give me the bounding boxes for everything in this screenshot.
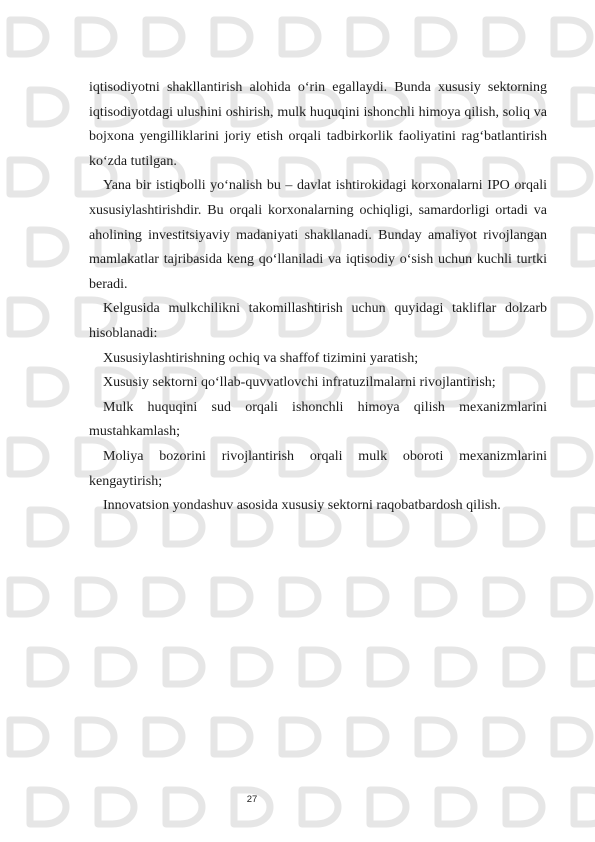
- list-item-4: Moliya bozorini rivojlantirish orqali mulk oboroti mexanizmlarini kengaytirish;: [89, 448, 547, 489]
- watermark-glyph: [282, 720, 318, 754]
- list-item-3: Mulk huquqini sud orqali ishonchli himoya qilish mexanizmlarini mustahkamlash;: [89, 399, 547, 440]
- watermark-glyph: [418, 580, 454, 614]
- watermark-glyph: [146, 720, 182, 754]
- watermark-glyph: [10, 720, 46, 754]
- watermark-glyph: [554, 440, 590, 474]
- watermark-glyph: [98, 650, 134, 684]
- watermark-glyph: [10, 160, 46, 194]
- watermark-glyph: [506, 790, 542, 824]
- watermark-glyph: [78, 580, 114, 614]
- list-item-2: Xususiy sektorni qo‘llab-quvvatlovchi infratuzilmalarni rivojlantirish;: [103, 375, 496, 391]
- watermark-glyph: [10, 580, 46, 614]
- watermark-glyph: [554, 160, 590, 194]
- watermark-glyph: [214, 580, 250, 614]
- watermark-glyph: [350, 580, 386, 614]
- watermark-glyph: [30, 230, 66, 264]
- watermark-glyph: [10, 300, 46, 334]
- watermark-glyph: [574, 90, 595, 124]
- list-item-5: Innovatsion yondashuv asosida xususiy sektorni raqobatbardosh qilish.: [103, 498, 501, 514]
- watermark-glyph: [418, 720, 454, 754]
- watermark-glyph: [282, 580, 318, 614]
- watermark-glyph: [350, 20, 386, 54]
- watermark-glyph: [438, 650, 474, 684]
- watermark-glyph: [574, 650, 595, 684]
- watermark-glyph: [282, 20, 318, 54]
- watermark-glyph: [574, 510, 595, 544]
- watermark-glyph: [214, 20, 250, 54]
- watermark-glyph: [574, 230, 595, 264]
- watermark-glyph: [370, 650, 406, 684]
- watermark-glyph: [78, 720, 114, 754]
- watermark-glyph: [554, 720, 590, 754]
- watermark-glyph: [554, 300, 590, 334]
- watermark-glyph: [302, 650, 338, 684]
- watermark-glyph: [30, 510, 66, 544]
- watermark-glyph: [506, 650, 542, 684]
- watermark-glyph: [574, 790, 595, 824]
- watermark-glyph: [214, 720, 250, 754]
- watermark-glyph: [554, 20, 590, 54]
- paragraph-2: Yana bir istiqbolli yo‘nalish bu – davlat ishtirokidagi korxonalarni IPO orqali xususiylashtirishdir. Bu orqali korxonalarning ochiqligi, samardorligi ortadi va aholining investitsiyaviy madaniyati shakllanadi. Bunday amaliyot rivojlangan mamlakatlar tajribasida keng qo‘llaniladi va iqtisodiy o‘sish uchun kuchli turtki beradi.: [89, 178, 547, 292]
- watermark-glyph: [234, 650, 270, 684]
- paragraph-1: iqtisodiyotni shakllantirish alohida o‘rin egallaydi. Bunda xususiy sektorning iqtisodiyotdagi ulushini oshirish, mulk huquqini ishonchli himoya qilish, soliq va bojxona yengilliklarini joriy etish orqali tadbirkorlik faoliyatini rag‘batlantirish ko‘zda tutilgan.: [89, 80, 547, 169]
- document-body: [89, 76, 547, 519]
- paragraph-3: Kelgusida mulkchilikni takomillashtirish uchun quyidagi takliflar dolzarb hisoblanadi:: [89, 301, 547, 341]
- watermark-glyph: [10, 440, 46, 474]
- watermark-glyph: [146, 20, 182, 54]
- watermark-glyph: [350, 720, 386, 754]
- watermark-glyph: [418, 20, 454, 54]
- watermark-glyph: [166, 650, 202, 684]
- watermark-glyph: [574, 370, 595, 404]
- watermark-glyph: [10, 20, 46, 54]
- watermark-glyph: [146, 580, 182, 614]
- list-item-1: Xususiylashtirishning ochiq va shaffof tizimini yaratish;: [103, 350, 419, 366]
- watermark-glyph: [486, 720, 522, 754]
- watermark-glyph: [30, 650, 66, 684]
- watermark-glyph: [486, 20, 522, 54]
- page-number: 27: [246, 794, 258, 805]
- watermark-glyph: [30, 90, 66, 124]
- watermark-glyph: [30, 370, 66, 404]
- watermark-glyph: [78, 20, 114, 54]
- watermark-glyph: [554, 580, 590, 614]
- watermark-glyph: [486, 580, 522, 614]
